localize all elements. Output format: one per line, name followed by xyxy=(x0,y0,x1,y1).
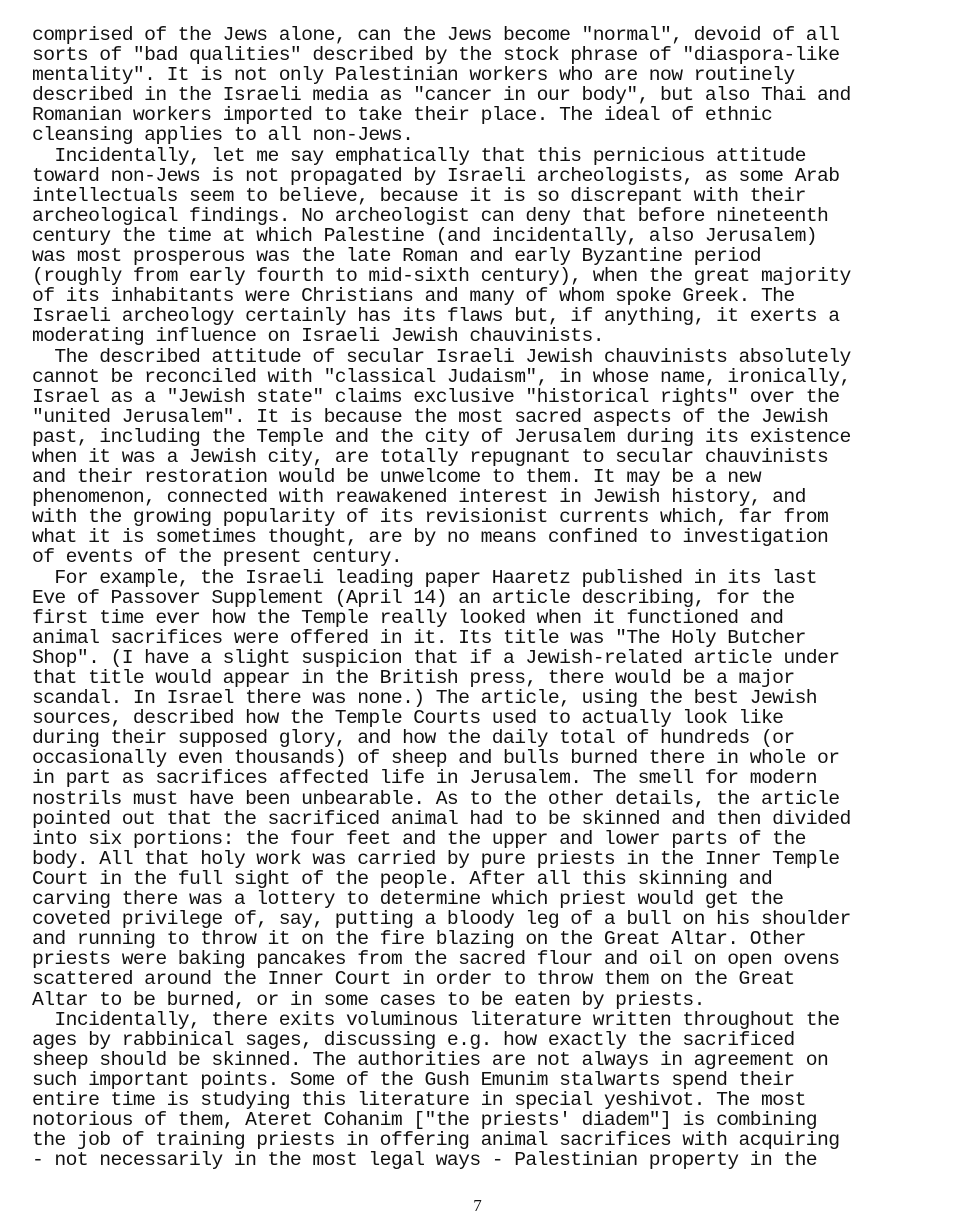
text-line: The described attitude of secular Israeli Jewish chauvinists absolutely xyxy=(32,345,851,368)
text-line: scandal. In Israel there was none.) The article, using the best Jewish xyxy=(32,687,818,710)
text-line: notorious of them, Ateret Cohanim ["the priests' diadem"] is combining xyxy=(32,1109,818,1132)
text-line: toward non-Jews is not propagated by Israeli archeologists, as some Arab xyxy=(32,164,840,187)
text-line: (roughly from early fourth to mid-sixth century), when the great majority xyxy=(32,265,851,288)
text-line: Incidentally, there exits voluminous literature written throughout the xyxy=(32,1008,840,1031)
text-line: scattered around the Inner Court in order to throw them on the Great xyxy=(32,968,795,991)
text-line: Incidentally, let me say emphatically that this pernicious attitude xyxy=(32,144,806,167)
text-line: coveted privilege of, say, putting a bloody leg of a bull on his shoulder xyxy=(32,908,851,931)
body-text xyxy=(32,25,932,1190)
text-line: what it is sometimes thought, are by no means confined to investigation xyxy=(32,526,829,549)
text-line: such important points. Some of the Gush Emunim stalwarts spend their xyxy=(32,1068,795,1091)
text-line: entire time is studying this literature in special yeshivot. The most xyxy=(32,1088,806,1111)
text-line: Romanian workers imported to take their place. The ideal of ethnic xyxy=(32,104,773,127)
text-line: Altar to be burned, or in some cases to be eaten by priests. xyxy=(32,988,705,1011)
text-line: century the time at which Palestine (and incidentally, also Jerusalem) xyxy=(32,224,818,247)
text-line: pointed out that the sacrificed animal had to be skinned and then divided xyxy=(32,807,851,830)
text-line: of its inhabitants were Christians and many of whom spoke Greek. The xyxy=(32,285,795,308)
text-line: For example, the Israeli leading paper Haaretz published in its last xyxy=(32,566,818,589)
text-line: with the growing popularity of its revisionist currents which, far from xyxy=(32,506,829,529)
text-line: comprised of the Jews alone, can the Jews become "normal", devoid of all xyxy=(32,24,840,46)
text-line: past, including the Temple and the city of Jerusalem during its existence xyxy=(32,425,851,448)
text-line: nostrils must have been unbearable. As to the other details, the article xyxy=(32,787,840,810)
text-line: moderating influence on Israeli Jewish chauvinists. xyxy=(32,325,604,348)
text-line: sorts of "bad qualities" described by the stock phrase of "diaspora-like xyxy=(32,44,840,67)
text-line: animal sacrifices were offered in it. Its title was "The Holy Butcher xyxy=(32,626,806,649)
text-line: cleansing applies to all non-Jews. xyxy=(32,124,414,147)
text-line: occasionally even thousands) of sheep and bulls burned there in whole or xyxy=(32,747,840,770)
text-line: and their restoration would be unwelcome to them. It may be a new xyxy=(32,466,761,489)
text-line: when it was a Jewish city, are totally repugnant to secular chauvinists xyxy=(32,445,829,468)
text-line: intellectuals seem to believe, because it is so discrepant with their xyxy=(32,184,806,207)
text-line: the job of training priests in offering animal sacrifices with acquiring xyxy=(32,1129,840,1152)
text-line: - not necessarily in the most legal ways - Palestinian property in the xyxy=(32,1149,818,1172)
text-line: Shop". (I have a slight suspicion that if a Jewish-related article under xyxy=(32,646,840,669)
text-line: phenomenon, connected with reawakened interest in Jewish history, and xyxy=(32,486,806,509)
text-line: priests were baking pancakes from the sacred flour and oil on open ovens xyxy=(32,948,840,971)
text-line: described in the Israeli media as "cancer in our body", but also Thai and xyxy=(32,84,851,107)
text-line: mentality". It is not only Palestinian workers who are now routinely xyxy=(32,64,795,87)
text-line: carving there was a lottery to determine which priest would get the xyxy=(32,888,784,911)
text-line: and running to throw it on the fire blazing on the Great Altar. Other xyxy=(32,928,806,951)
text-line: of events of the present century. xyxy=(32,546,403,569)
text-line: first time ever how the Temple really looked when it functioned and xyxy=(32,606,784,629)
text-line: archeological findings. No archeologist can deny that before nineteenth xyxy=(32,204,829,227)
text-line: Eve of Passover Supplement (April 14) an article describing, for the xyxy=(32,586,795,609)
text-line: that title would appear in the British press, there would be a major xyxy=(32,667,795,689)
text-line: during their supposed glory, and how the daily total of hundreds (or xyxy=(32,727,795,750)
text-line: body. All that holy work was carried by pure priests in the Inner Temple xyxy=(32,847,840,870)
text-line: in part as sacrifices affected life in Jerusalem. The smell for modern xyxy=(32,767,818,790)
page-number: 7 xyxy=(473,1196,482,1215)
text-line xyxy=(32,1170,932,1190)
text-line: sheep should be skinned. The authorities are not always in agreement on xyxy=(32,1048,829,1071)
text-line: Court in the full sight of the people. After all this skinning and xyxy=(32,867,773,890)
text-line: ages by rabbinical sages, discussing e.g. how exactly the sacrificed xyxy=(32,1028,795,1051)
text-line: into six portions: the four feet and the upper and lower parts of the xyxy=(32,827,806,850)
text-line: was most prosperous was the late Roman and early Byzantine period xyxy=(32,245,761,268)
text-line: cannot be reconciled with "classical Judaism", in whose name, ironically, xyxy=(32,365,851,388)
text-line: "united Jerusalem". It is because the most sacred aspects of the Jewish xyxy=(32,405,829,428)
text-line: sources, described how the Temple Courts used to actually look like xyxy=(32,707,784,730)
text-line: Israeli archeology certainly has its flaws but, if anything, it exerts a xyxy=(32,305,840,328)
text-line: Israel as a "Jewish state" claims exclusive "historical rights" over the xyxy=(32,385,840,408)
